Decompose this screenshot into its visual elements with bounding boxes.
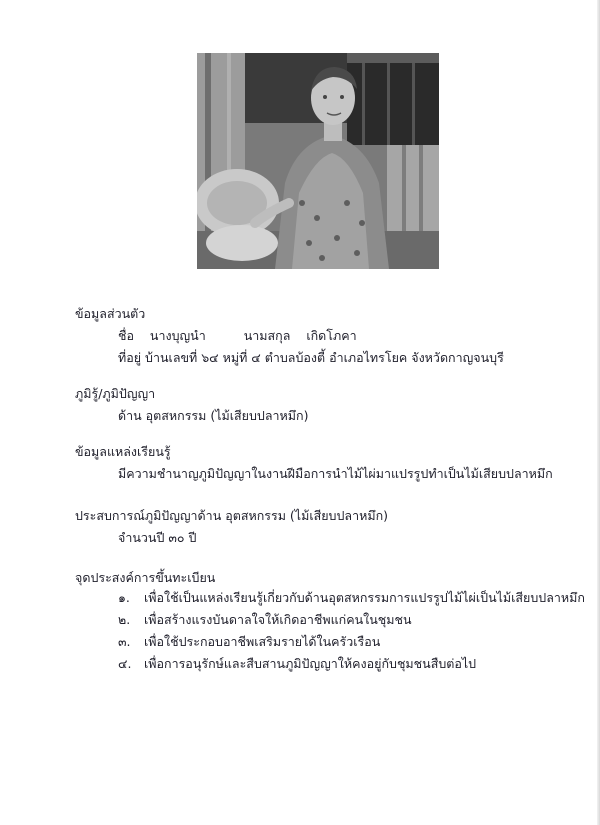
name-value: นางบุญนำ [149, 328, 206, 343]
name-label: ชื่อ [118, 328, 134, 343]
source-heading: ข้อมูลแหล่งเรียนรู้ [75, 444, 171, 459]
objective-number: ๓. [118, 634, 131, 649]
objective-number: ๒. [118, 612, 131, 627]
surname-label: นามสกุล [243, 328, 291, 343]
name-line [118, 328, 357, 344]
wisdom-heading: ภูมิรู้/ภูมิปัญญา [75, 386, 156, 401]
experience-heading: ประสบการณ์ภูมิปัญญาด้าน อุตสหกรรม (ไม้เสียบปลาหมึก) [75, 508, 389, 523]
objective-item [118, 590, 585, 606]
objective-item [118, 634, 380, 650]
wisdom-value: ด้าน อุตสหกรรม (ไม้เสียบปลาหมึก) [118, 408, 309, 423]
portrait-photo [197, 53, 439, 269]
objective-text: เพื่อใช้ประกอบอาชีพเสริมรายได้ในครัวเรือน [143, 634, 381, 649]
experience-years: จำนวนปี ๓๐ ปี [118, 530, 197, 545]
surname-value: เกิดโภคา [306, 328, 357, 343]
objective-text: เพื่อสร้างแรงบันดาลใจให้เกิดอาชีพแก่คนในชุมชน [143, 612, 412, 627]
address-line: ที่อยู่ บ้านเลขที่ ๖๔ หมู่ที่ ๔ ตำบลบ้องตี้ อำเภอไทรโยค จังหวัดกาญจนบุรี [118, 350, 504, 365]
objective-text: เพื่อการอนุรักษ์และสืบสานภูมิปัญญาให้คงอยู่กับชุมชนสืบต่อไป [143, 656, 477, 671]
objective-item [118, 656, 476, 672]
objective-number: ๔. [118, 656, 132, 671]
portrait-image [197, 53, 439, 269]
source-value: มีความชำนาญภูมิปัญญาในงานฝีมือการนำไม้ไผ่มาแปรรูปทำเป็นไม้เสียบปลาหมึก [118, 466, 553, 481]
objective-number: ๑. [118, 590, 130, 605]
objectives-heading: จุดประสงค์การขึ้นทะเบียน [75, 570, 216, 585]
objective-text: เพื่อใช้เป็นแหล่งเรียนรู้เกี่ยวกับด้านอุตสหกรรมการแปรรูปไม้ไผ่เป็นไม้เสียบปลาหมึก [143, 590, 585, 605]
objective-item [118, 612, 412, 628]
personal-heading: ข้อมูลส่วนตัว [75, 306, 146, 321]
